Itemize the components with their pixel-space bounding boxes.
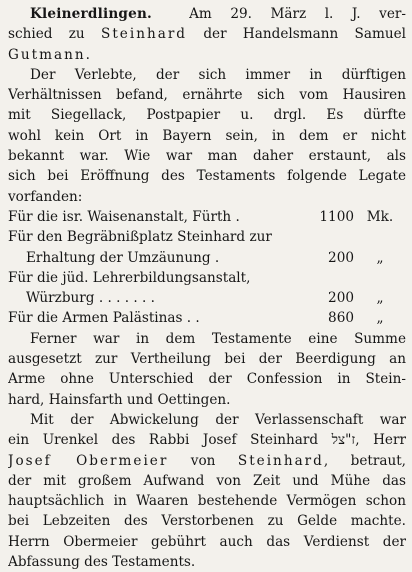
paragraph3-line: Ferner war in dem Testamente eine Summe (30, 330, 406, 347)
paragraph2-line: sich bei Eröffnung des Testaments folgende Legate (8, 168, 406, 185)
legacy-row (8, 268, 406, 288)
paragraph4-line: Abfassung des Testaments. (8, 554, 196, 571)
legacy-unit: „ (376, 249, 384, 266)
paragraph3-line: ausgesetzt zur Vertheilung bei der Beerdigung an (8, 351, 406, 368)
place-name-steinhard: Steinhard (101, 26, 188, 43)
person-name-gutmann: Gutmann. (8, 46, 92, 63)
paragraph4-line: Herrn Obermeier gebührt auch das Verdienst der (8, 533, 406, 550)
legacy-amount: 1100 (319, 208, 354, 225)
paragraph1-line1-text: Am 29. März l. J. ver- (189, 6, 406, 22)
legacy-recipient: Für den Begräbnißplatz Steinhard zur (8, 229, 272, 246)
paragraph1-line2 (8, 24, 406, 44)
legacy-recipient: Erhaltung der Umzäunung . (26, 249, 220, 266)
legacy-row (8, 227, 406, 247)
paragraph4-line: der mit großem Aufwand von Zeit und Mühe das (8, 472, 406, 489)
paragraph3-line: Arme ohne Unterschied der Confession in Stein- (8, 371, 406, 388)
legacy-amount: 860 (328, 310, 354, 327)
paragraph4-line: hauptsächlich in Waaren bestehende Vermögen schon (8, 493, 406, 510)
legacy-recipient: Für die isr. Waisenanstalt, Fürth . (8, 208, 240, 225)
place-name-steinhard: Steinhard (237, 452, 324, 469)
paragraph4-line: ein Urenkel des Rabbi Josef Steinhard ז"צל, Herr (8, 432, 406, 449)
paragraph2-line: mit Siegellack, Postpapier u. drgl. Es dürfte (8, 107, 406, 124)
legacy-row (8, 288, 406, 308)
headline-line (8, 4, 406, 24)
paragraph2-line: bekannt war. Wie war man daher erstaunt, als (8, 148, 406, 165)
legacy-row (8, 248, 406, 268)
paragraph1-line3 (8, 45, 406, 65)
paragraph2-line: Verhältnissen befand, ernährte sich vom Hausiren (8, 87, 406, 104)
paragraph4-line: bei Lebzeiten des Verstorbenen zu Gelde machte. (8, 513, 406, 530)
paragraph4-line3-connector: von (168, 452, 238, 469)
paragraph2-line: Der Verlebte, der sich immer in dürftigen (30, 66, 406, 83)
paragraph4-line3-end: , betraut, (323, 452, 406, 469)
legacy-amount: 200 (328, 249, 354, 266)
legacy-unit: „ (376, 290, 384, 307)
paragraph2-line: wohl kein Ort in Bayern sein, in dem er nicht (8, 127, 406, 144)
legacy-row (8, 308, 406, 328)
paragraph3-line: hard, Hainsfarth und Oettingen. (8, 391, 231, 408)
legacy-recipient: Für die jüd. Lehrerbildungsanstalt, (8, 269, 251, 286)
legacy-unit: Mk. (366, 208, 394, 225)
legacy-recipient: Für die Armen Palästinas . . (8, 310, 200, 327)
paragraph2-line: vorfanden: (8, 188, 83, 205)
legacy-row (8, 207, 406, 227)
paragraph4-line (8, 451, 406, 471)
person-name-obermeier: Josef Obermeier (8, 452, 169, 469)
legacy-amount: 200 (328, 290, 354, 307)
headline: Kleinerdlingen. (30, 6, 152, 22)
legacy-unit: „ (376, 310, 384, 327)
legacy-recipient: Würzburg . . . . . . . (26, 290, 155, 307)
paragraph4-line: Mit der Abwickelung der Verlassenschaft war (30, 411, 406, 428)
paragraph1-line2b: der Handelsmann Samuel (187, 26, 406, 43)
paragraph1-line2a: schied zu (8, 26, 102, 43)
